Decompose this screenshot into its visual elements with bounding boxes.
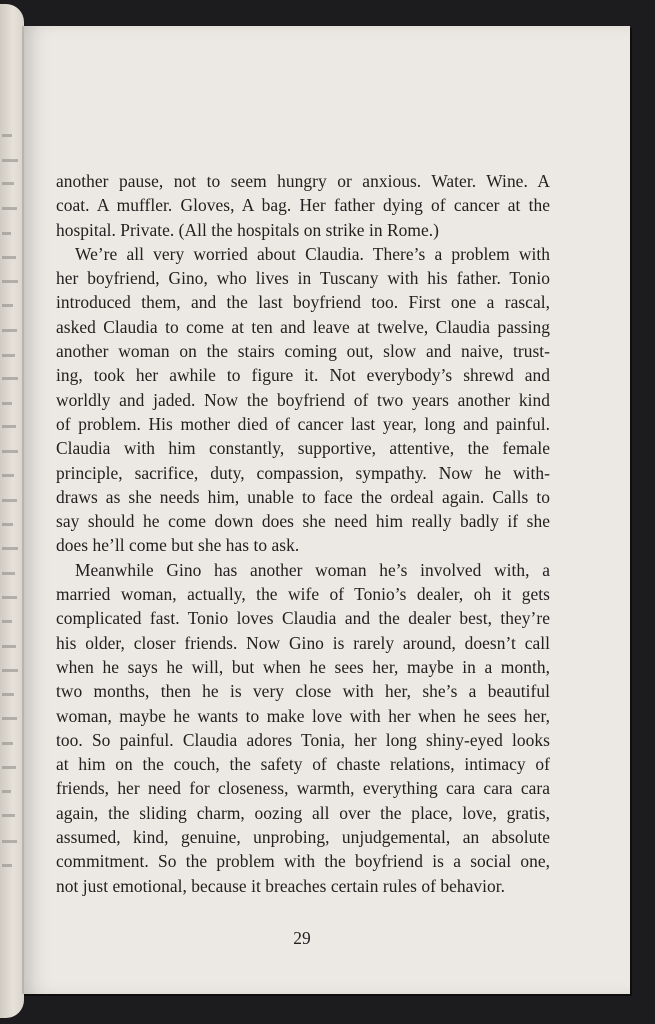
text-line: asked Claudia to come at ten and leave at twelve, Claudia passing <box>56 316 550 337</box>
paragraph-first-line: We’re all very worried about Claudia. There’s a problem with <box>75 243 550 264</box>
text-line: her boyfriend, Gino, who lives in Tuscany with his father. Tonio <box>56 268 550 289</box>
text-line: two months, then he is very close with her, she’s a beautiful <box>56 681 550 702</box>
text-line: worldly and jaded. Now the boyfriend of two years another kind <box>56 389 550 410</box>
text-line: hospital. Private. (All the hospitals on strike in Rome.) <box>56 219 439 240</box>
text-line: when he says he will, but when he sees her, maybe in a month, <box>56 656 550 677</box>
text-line: coat. A muffler. Gloves, A bag. Her father dying of cancer at the <box>56 195 550 216</box>
text-line: his older, closer friends. Now Gino is rarely around, doesn’t call <box>56 632 550 653</box>
text-line: another pause, not to seem hungry or anxious. Water. Wine. A <box>56 171 550 191</box>
text-line: woman, maybe he wants to make love with her when he sees her, <box>56 705 550 726</box>
text-line: too. So painful. Claudia adores Tonia, her long shiny-eyed looks <box>56 729 550 750</box>
text-line: again, the sliding charm, oozing all over the place, love, gratis, <box>56 802 550 823</box>
text-line: married woman, actually, the wife of Tonio’s dealer, oh it gets <box>56 584 550 605</box>
text-line: ing, took her awhile to figure it. Not everybody’s shrewd and <box>56 365 550 386</box>
paragraph-first-line: Meanwhile Gino has another woman he’s involved with, a <box>75 559 550 580</box>
text-line: friends, her need for closeness, warmth, everything cara cara cara <box>56 778 550 799</box>
text-line: complicated fast. Tonio loves Claudia and the dealer best, they’re <box>56 608 550 629</box>
text-line: say should he come down does she need him really badly if she <box>56 511 550 532</box>
page-number: 29 <box>293 928 311 948</box>
text-line: assumed, kind, genuine, unprobing, unjudgemental, an absolute <box>56 827 550 848</box>
body-text <box>56 169 550 898</box>
text-line: Claudia with him constantly, supportive, attentive, the female <box>56 438 550 459</box>
text-line: another woman on the stairs coming out, slow and naive, trust- <box>56 341 550 362</box>
text-line: not just emotional, because it breaches certain rules of behavior. <box>56 875 506 896</box>
text-line: of problem. His mother died of cancer last year, long and painful. <box>56 413 550 434</box>
text-line: introduced them, and the last boyfriend too. First one a rascal, <box>56 292 550 313</box>
text-line: draws as she needs him, unable to face the ordeal again. Calls to <box>56 486 550 507</box>
text-line: principle, sacrifice, duty, compassion, sympathy. Now he with- <box>56 462 550 483</box>
text-line: at him on the couch, the safety of chaste relations, intimacy of <box>56 754 550 775</box>
text-line: commitment. So the problem with the boyfriend is a social one, <box>56 851 550 872</box>
book-page <box>22 26 630 994</box>
text-line: does he’ll come but she has to ask. <box>56 535 300 556</box>
facing-page-edge <box>0 4 24 1018</box>
